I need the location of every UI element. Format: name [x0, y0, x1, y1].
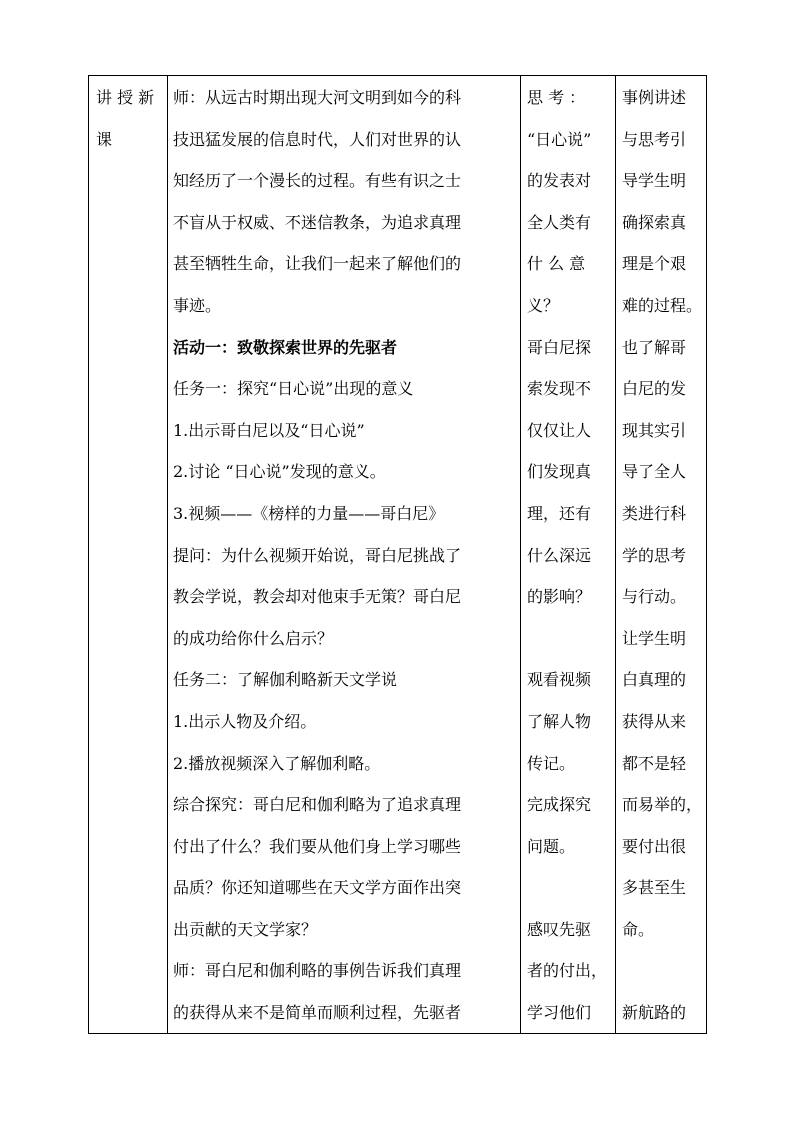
- text-line: 2.讨论 “日心说”发现的意义。: [173, 462, 386, 482]
- text-line: 也了解哥: [622, 337, 687, 357]
- text-line: 白尼的发: [622, 379, 687, 399]
- text-line: 的成功给你什么启示？: [173, 628, 334, 648]
- text-line: 技迅猛发展的信息时代，人们对世界的认: [173, 129, 462, 149]
- text-line: 1.出示哥白尼以及“日心说”: [173, 420, 365, 440]
- text-line: 要付出很: [622, 836, 687, 856]
- text-line: 不盲从于权威、不迷信教条，为追求真理: [173, 212, 462, 232]
- text-line: 理，还有: [527, 503, 592, 523]
- text-line: 确探索真: [622, 212, 687, 232]
- text-line: 传记。: [527, 753, 576, 773]
- text-line: 1.出示人物及介绍。: [173, 711, 317, 731]
- text-line: 问题。: [527, 836, 576, 856]
- text-line: 什么深远: [527, 545, 592, 565]
- text-line: 甚至牺牲生命，让我们一起来了解他们的: [173, 254, 462, 274]
- text-line: 感叹先驱: [527, 919, 592, 939]
- text-line: 理是个艰: [622, 254, 687, 274]
- design-intent-lines: [616, 76, 706, 1033]
- text-line: 出贡献的天文学家？: [173, 919, 318, 939]
- text-line: 导了全人: [622, 462, 687, 482]
- student-activity-cell: [521, 76, 616, 1034]
- text-line: 知经历了一个漫长的过程。有些有识之士: [173, 171, 462, 191]
- text-line: 现其实引: [622, 420, 687, 440]
- text-line: 白真理的: [622, 670, 687, 690]
- text-line: 事迹。: [173, 295, 222, 315]
- text-line: 导学生明: [622, 171, 687, 191]
- text-line: 付出了什么？我们要从他们身上学习哪些: [173, 836, 462, 856]
- text-line: 仅仅让人: [527, 420, 592, 440]
- text-line: 教会学说，教会却对他束手无策？哥白尼: [173, 587, 462, 607]
- text-line: 完成探究: [527, 795, 592, 815]
- text-line: 任务二：了解伽利略新天文学说: [173, 670, 398, 690]
- text-line: “日心说”: [527, 129, 592, 149]
- text-line: 事例讲述: [622, 88, 687, 107]
- text-line: [527, 867, 615, 909]
- text-line: 的获得从来不是简单而顺利过程，先驱者: [173, 1003, 462, 1023]
- text-line: 课: [96, 129, 113, 149]
- text-line: 义？: [527, 295, 560, 315]
- text-line: 而易举的，: [622, 795, 703, 815]
- text-line: 2.播放视频深入了解伽利略。: [173, 753, 381, 773]
- text-line: 者的付出，: [527, 961, 608, 981]
- text-line: 与思考引: [622, 129, 687, 149]
- text-line: 获得从来: [622, 711, 687, 731]
- text-line: 哥白尼探: [527, 337, 592, 357]
- text-line: 的发表对: [527, 171, 592, 191]
- text-line: 命。: [622, 919, 655, 939]
- design-intent-cell: [616, 76, 707, 1034]
- text-line: 思 考 ：: [527, 88, 586, 107]
- text-line: 观看视频: [527, 670, 592, 690]
- text-line: 师：从远古时期出现大河文明到如今的科: [173, 88, 462, 107]
- text-line: 学习他们: [527, 1003, 592, 1023]
- stage-lines: [89, 76, 167, 160]
- text-line: 品质？你还知道哪些在天文学方面作出突: [173, 878, 462, 898]
- student-activity-lines: [521, 76, 615, 1033]
- text-line: 任务一：探究“日心说”出现的意义: [173, 379, 414, 399]
- text-line: 难的过程。: [622, 295, 703, 315]
- text-line: 提问：为什么视频开始说，哥白尼挑战了: [173, 545, 462, 565]
- text-line: 索发现不: [527, 379, 592, 399]
- text-line: 活动一：致敬探索世界的先驱者: [173, 337, 398, 357]
- text-line: 了解人物: [527, 711, 592, 731]
- text-line: 学的思考: [622, 545, 687, 565]
- text-line: 什 么 意: [527, 254, 586, 274]
- text-line: 师：哥白尼和伽利略的事例告诉我们真理: [173, 961, 462, 981]
- text-line: 们发现真: [527, 462, 592, 482]
- text-line: 都不是轻: [622, 753, 687, 773]
- text-line: 全人类有: [527, 212, 592, 232]
- text-line: 综合探究：哥白尼和伽利略为了追求真理: [173, 795, 462, 815]
- lesson-plan-table: [88, 75, 707, 1034]
- teacher-activity-cell: [168, 76, 521, 1034]
- teacher-activity-lines: [168, 76, 520, 1033]
- text-line: 新航路的: [622, 1003, 687, 1023]
- text-line: 让学生明: [622, 628, 687, 648]
- text-line: 的影响？: [527, 587, 592, 607]
- text-line: 讲 授 新: [96, 88, 155, 107]
- text-line: 与行动。: [622, 587, 687, 607]
- text-line: 多甚至生: [622, 878, 687, 898]
- table-row: [89, 76, 707, 1034]
- stage-cell: [89, 76, 168, 1034]
- text-line: [527, 618, 615, 660]
- text-line: 类进行科: [622, 503, 687, 523]
- text-line: 3.视频——《榜样的力量——哥白尼》: [173, 503, 445, 523]
- text-line: [622, 950, 706, 992]
